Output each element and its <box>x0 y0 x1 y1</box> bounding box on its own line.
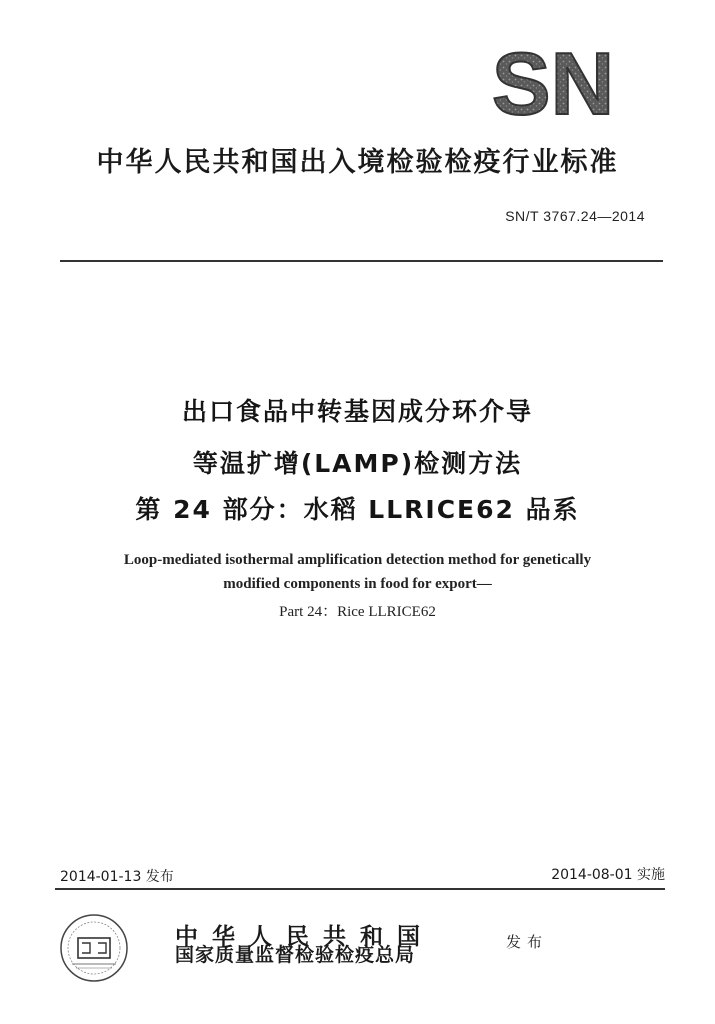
header-divider <box>60 260 663 262</box>
standard-seal-icon <box>58 912 130 984</box>
title-cn-line2: 等温扩增(LAMP)检测方法 <box>192 449 523 478</box>
publish-label: 发布 <box>506 933 549 951</box>
standard-code: SN/T 3767.24—2014 <box>505 208 645 224</box>
title-cn-line1: 出口食品中转基因成分环介导 <box>181 397 533 426</box>
issue-date: 2014-01-13 发布 <box>60 869 174 885</box>
footer-divider <box>55 888 665 890</box>
issuer-agency: 国家质量监督检验检疫总局 <box>175 944 416 966</box>
title-en-line3: Part 24：Rice LLRICE62 <box>279 604 436 620</box>
effective-date: 2014-08-01 实施 <box>551 867 665 883</box>
org-title: 中华人民共和国出入境检验检疫行业标准 <box>96 147 619 178</box>
sn-logo-text: SN <box>491 42 615 122</box>
title-en-line2: modified components in food for export— <box>223 576 492 592</box>
title-en-line1: Loop-mediated isothermal amplification detection method for genetically <box>123 552 592 568</box>
sn-logo <box>478 42 628 122</box>
title-cn-line3: 第 24 部分：水稻 LLRICE62 品系 <box>135 495 580 524</box>
issuer-name: 中华人民共和国 <box>175 923 434 950</box>
